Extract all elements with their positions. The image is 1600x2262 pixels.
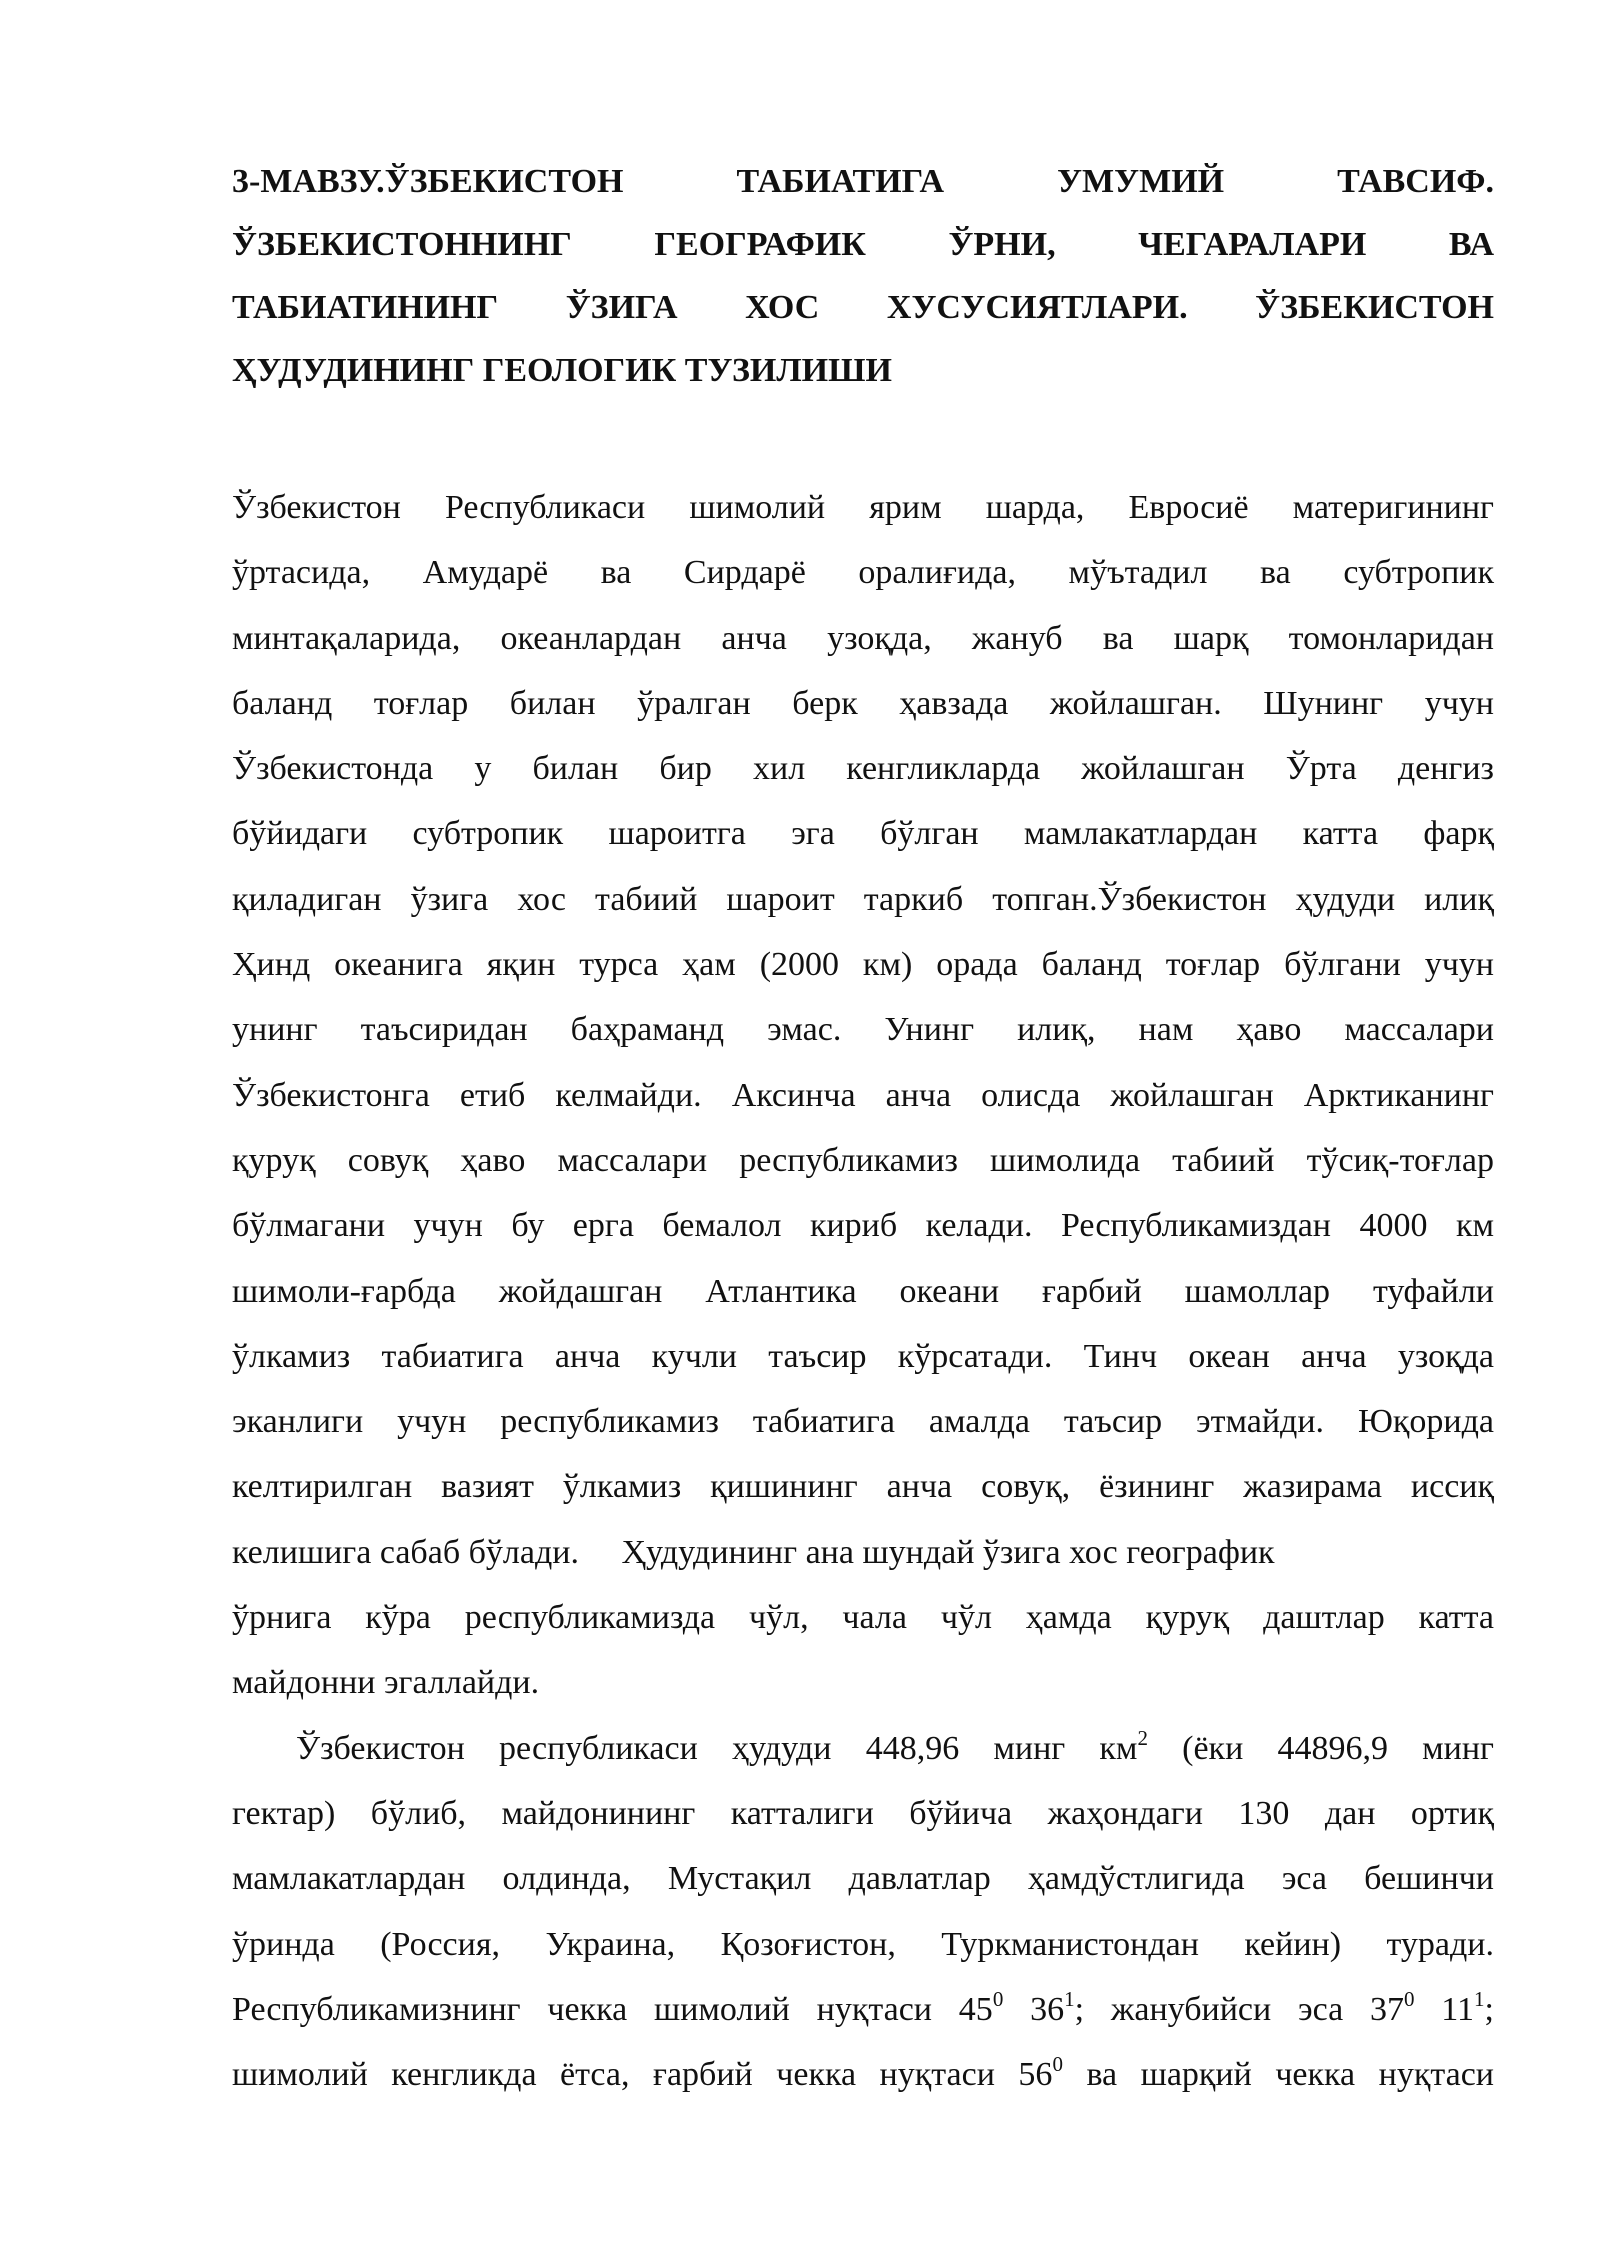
text-line: бўйидаги субтропик шароитга эга бўлган мамлакатлардан катта фарқ <box>232 815 1494 853</box>
superscript: 1 <box>1474 1986 1485 2011</box>
text-line: Ўзбекистонга етиб келмайди. Аксинча анча олисда жойлашган Арктиканинг <box>232 1076 1494 1114</box>
text-line: минтақаларида, океанлардан анча узоқда, жануб ва шарқ томонларидан <box>232 619 1494 657</box>
text-line: мамлакатлардан олдинда, Мустақил давлатлар ҳамдўстлигида эса бешинчи <box>232 1860 1494 1898</box>
text-line: ўртасида, Амударё ва Сирдарё оралиғида, мўътадил ва субтропик <box>232 554 1494 592</box>
text-line: қуруқ совуқ ҳаво массалари республикамиз шимолида табиий тўсиқ-тоғлар <box>232 1141 1494 1179</box>
text-line: ўринда (Россия, Украина, Қозоғистон, Туркманистондан кейин) туради. <box>232 1925 1494 1963</box>
text-fragment: (ёки 44896,9 минг <box>1147 1729 1494 1767</box>
text-line: шимоли-ғарбда жойдашган Атлантика океани ғарбий шамоллар туфайли <box>232 1272 1494 1310</box>
text-line <box>232 1716 1494 1781</box>
text-line: майдонни эгаллайди. <box>232 1664 540 1702</box>
superscript: 1 <box>1064 1986 1075 2011</box>
superscript: 0 <box>1052 2052 1063 2077</box>
text-fragment: ; <box>1484 1990 1494 2028</box>
heading-line: ЎЗБЕКИСТОННИНГ ГЕОГРАФИК ЎРНИ, ЧЕГАРАЛАРИ ВА <box>232 226 1494 263</box>
paragraph-2 <box>232 1716 1494 2108</box>
text-fragment: ва шарқий чекка нуқтаси <box>1062 2056 1495 2094</box>
superscript: 2 <box>1137 1725 1148 1750</box>
text-line: эканлиги учун республикамиз табиатига амалда таъсир этмайди. Юқорида <box>232 1403 1494 1441</box>
document-body <box>232 475 1494 2107</box>
text-fragment: Ўзбекистон республикаси ҳудуди 448,96 минг км <box>296 1729 1138 1767</box>
text-fragment: шимолий кенгликда ётса, ғарбий чекка нуқтаси 56 <box>232 2056 1053 2094</box>
text-fragment: ; жанубийси эса 37 <box>1074 1990 1404 2028</box>
document-heading <box>232 150 1494 402</box>
text-line <box>232 2042 1494 2107</box>
paragraph-1 <box>232 475 1494 1716</box>
text-line: бўлмагани учун бу ерга бемалол кириб келади. Республикамиздан 4000 км <box>232 1207 1494 1245</box>
text-fragment: 11 <box>1414 1990 1475 2028</box>
text-line: қиладиган ўзига хос табиий шароит таркиб топган.Ўзбекистон ҳудуди илиқ <box>232 880 1494 918</box>
text-line: Ўзбекистон Республикаси шимолий ярим шарда, Евросиё материгининг <box>232 489 1494 526</box>
text-line: келтирилган вазият ўлкамиз қишининг анча совуқ, ёзининг жазирама иссиқ <box>232 1468 1494 1506</box>
text-line: келишига сабаб бўлади. Ҳудудининг ана шундай ўзига хос географик <box>232 1533 1275 1571</box>
heading-line: ТАБИАТИНИНГ ЎЗИГА ХОС ХУСУСИЯТЛАРИ. ЎЗБЕКИСТОН <box>232 289 1494 326</box>
text-line: ўрнига кўра республикамизда чўл, чала чўл ҳамда қуруқ даштлар катта <box>232 1599 1494 1637</box>
text-line: унинг таъсиридан баҳраманд эмас. Унинг илиқ, нам ҳаво массалари <box>232 1011 1494 1049</box>
text-line: гектар) бўлиб, майдонининг катталиги бўйича жаҳондаги 130 дан ортиқ <box>232 1794 1494 1832</box>
text-fragment: Республикамизнинг чекка шимолий нуқтаси 45 <box>232 1990 993 2028</box>
text-line <box>232 1977 1494 2042</box>
text-line: баланд тоғлар билан ўралган берк ҳавзада жойлашган. Шунинг учун <box>232 684 1494 722</box>
text-fragment: 36 <box>1003 1990 1065 2028</box>
text-line: Ҳинд океанига яқин турса ҳам (2000 км) орада баланд тоғлар бўлгани учун <box>232 946 1494 984</box>
text-line: Ўзбекистонда у билан бир хил кенгликларда жойлашган Ўрта денгиз <box>232 750 1494 788</box>
superscript: 0 <box>1403 1986 1415 2011</box>
text-line: ўлкамиз табиатига анча кучли таъсир кўрсатади. Тинч океан анча узоқда <box>232 1337 1494 1375</box>
superscript: 0 <box>992 1986 1004 2011</box>
heading-line: 3-МАВЗУ.ЎЗБЕКИСТОН ТАБИАТИГА УМУМИЙ ТАВСИФ. <box>232 163 1494 200</box>
heading-line: ҲУДУДИНИНГ ГЕОЛОГИК ТУЗИЛИШИ <box>232 352 892 389</box>
